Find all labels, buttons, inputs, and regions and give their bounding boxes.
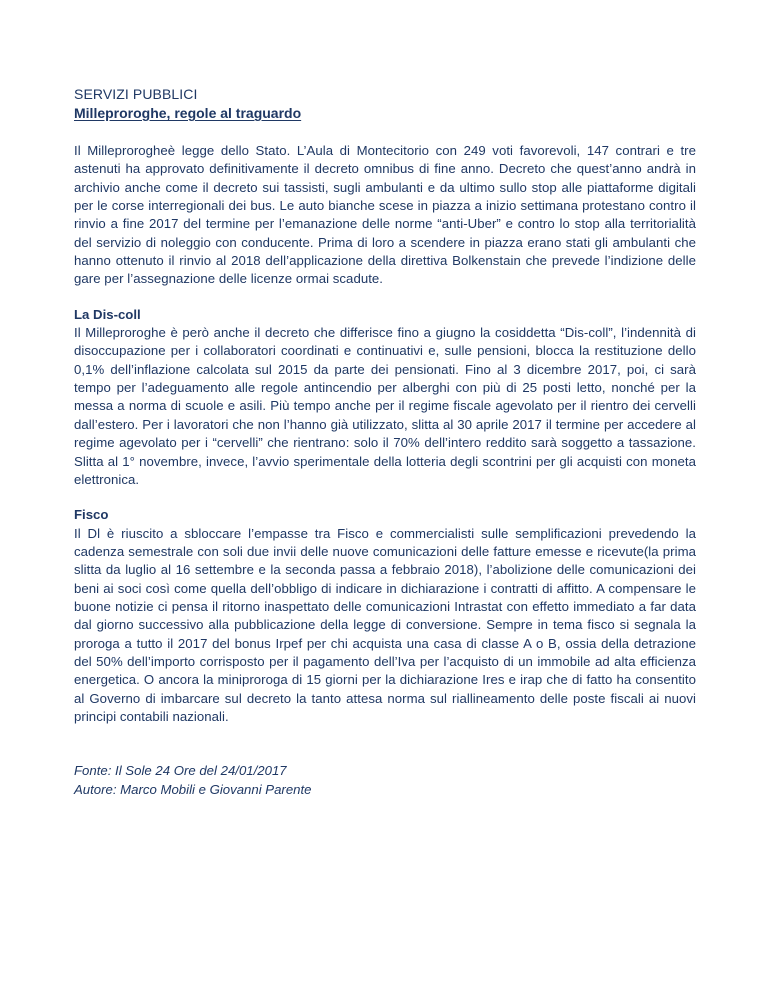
article-category: SERVIZI PUBBLICI [74,86,198,102]
section-fisco [74,506,696,726]
section-body: Il Milleproroghe è però anche il decreto che differisce fino a giugno la cosiddetta “Dis-coll”, l’indennità di disoccupazione per i collaboratori coordinati e continuativi e, sulle pensioni, blocca la restituzione dello 0,1% dell’inflazione calcolata sul 2015 da parte dei pensionati. Fino al 3 dicembre 2017, poi, ci sarà tempo per l’adeguamento alle regole antincendio per alberghi con più di 25 posti letto, nonché per la messa a norma di scuole e asili. Più tempo anche per il regime fiscale agevolato per il rientro dei cervelli dall’estero. Per i lavoratori che non l’hanno già utilizzato, slitta al 30 aprile 2017 il termine per accedere al regime agevolato per i “cervelli” che rientrano: solo il 70% dell’intero reddito sarà soggetto a tassazione. Slitta al 1° novembre, invece, l’avvio sperimentale della lotteria degli scontrini per gli acquisti con moneta elettronica. [74,325,696,487]
article-footer [74,762,696,799]
section-heading: Fisco [74,507,109,523]
article-intro: Il Milleprorogheè legge dello Stato. L’Aula di Montecitorio con 249 voti favorevoli, 147 contrari e tre astenuti ha approvato definitivamente il decreto omnibus di fine anno. Decreto che quest’anno andrà in archivio anche come il decreto sui tassisti, sugli ambulanti e da ultimo sullo stop alle piattaforme digitali per le corse interregionali dei bus. Le auto bianche scese in piazza a inizio settimana protestano contro il rinvio a fine 2017 del termine per l’emanazione delle norme “anti-Uber” e contro lo stop alla territorialità del servizio di noleggio con conducente. Prima di loro a scendere in piazza erano stati gli ambulanti che hanno ottenuto il rinvio al 2018 dell’applicazione della direttiva Bolkenstain che prevede l’indizione delle gare per l’assegnazione delle licenze ormai scadute. [74,143,696,287]
section-heading: La Dis-coll [74,306,141,322]
document-page [74,85,696,799]
article-author: Autore: Marco Mobili e Giovanni Parente [74,781,312,797]
section-body: Il Dl è riuscito a sbloccare l’empasse tra Fisco e commercialisti sulle semplificazioni prevedendo la cadenza semestrale con soli due invii delle nuove comunicazioni delle fatture emesse e ricevute(la prima slitta da luglio al 16 settembre e la seconda passa a febbraio 2018), l’abolizione delle comunicazioni dei beni ai soci così come quella dell’obbligo di indicare in dichiarazione i contratti di affitto. A compensare le buone notizie ci pensa il ritorno inaspettato delle comunicazioni Intrastat con effetto immediato a far data dal giorno successivo alla pubblicazione della legge di conversione. Sempre in tema fisco si segnala la proroga a tutto il 2017 del bonus Irpef per chi acquista una casa di classe A o B, ossia della detrazione del 50% dell’importo corrisposto per il pagamento dell’Iva per l’acquisto di un immobile ad alta efficienza energetica. O ancora la miniproroga di 15 giorni per la dichiarazione Ires e irap che di fatto ha consentito al Governo di imbarcare sul decreto la tanto attesa norma sul riallineamento delle poste fiscali ai nuovi principi contabili nazionali. [74,525,696,724]
section-dis-coll [74,306,696,489]
article-source: Fonte: Il Sole 24 Ore del 24/01/2017 [74,763,287,779]
article-title: Milleproroghe, regole al traguardo [74,105,302,121]
